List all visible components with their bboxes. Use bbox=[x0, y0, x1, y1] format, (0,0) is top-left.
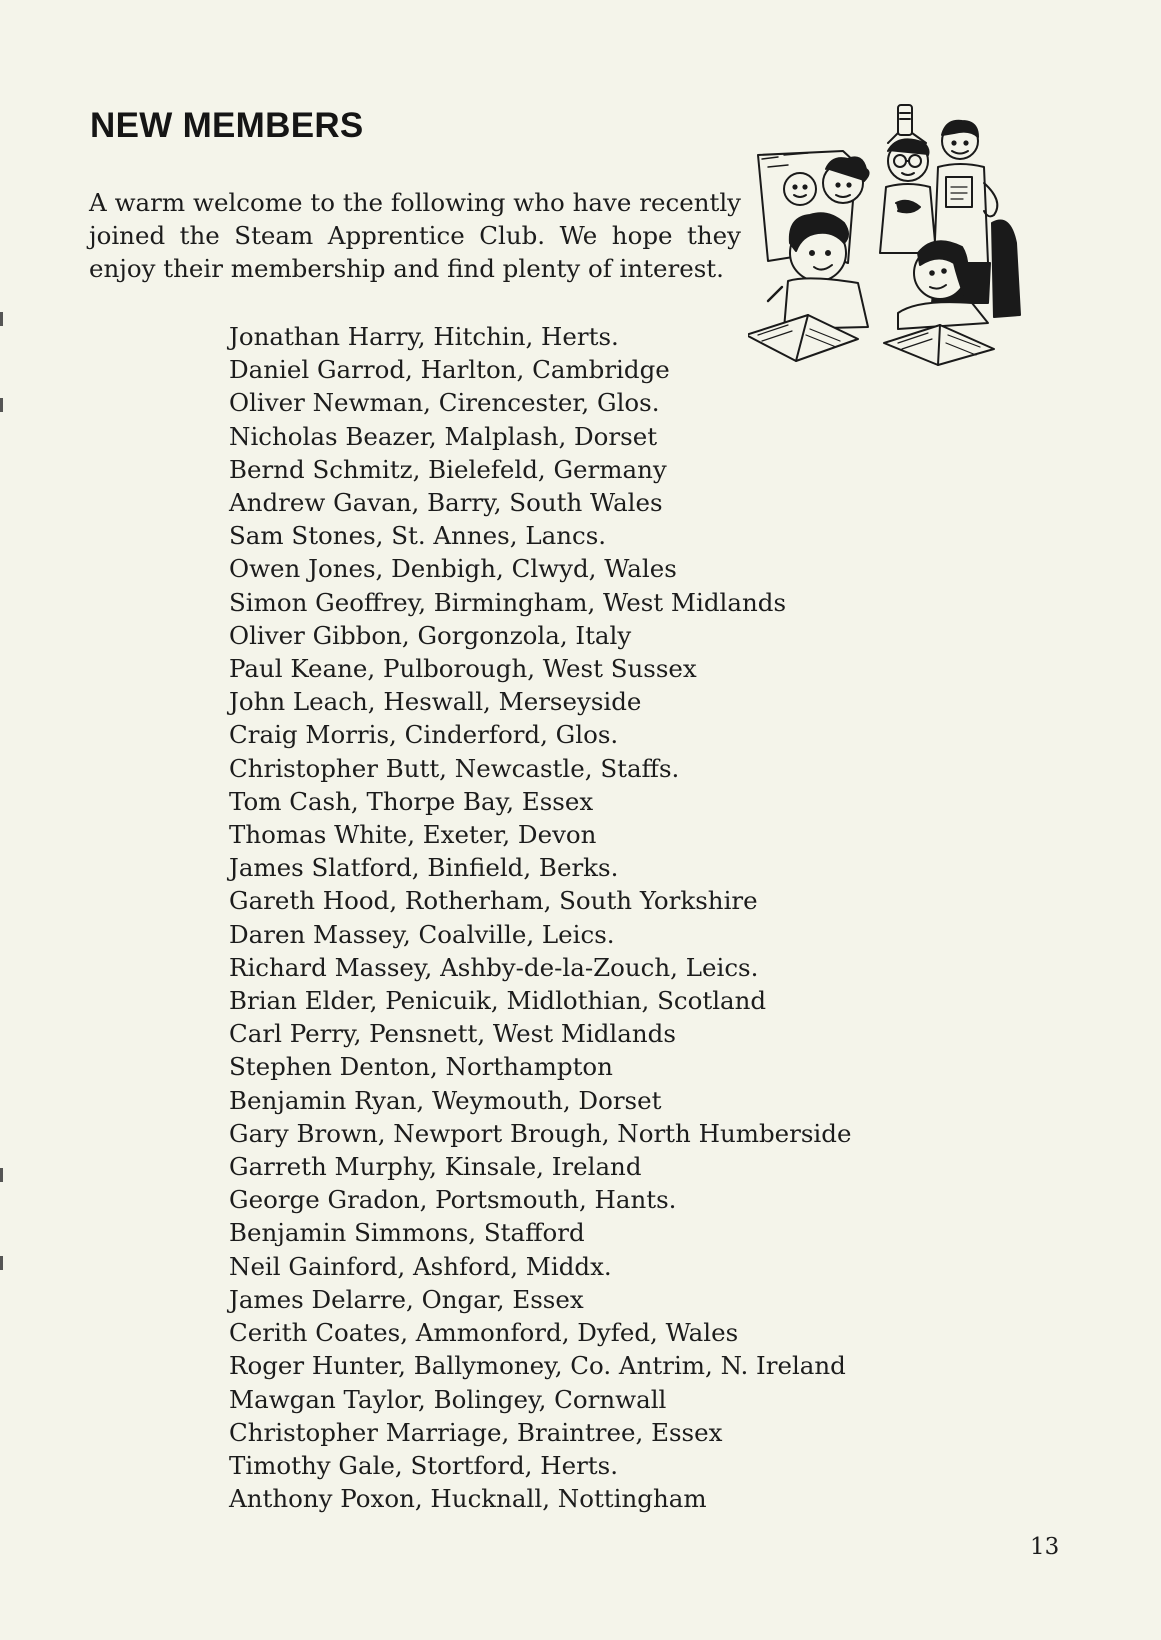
member-entry: Oliver Gibbon, Gorgonzola, Italy bbox=[229, 620, 632, 650]
member-entry: Thomas White, Exeter, Devon bbox=[229, 820, 597, 850]
member-entry: Richard Massey, Ashby-de-la-Zouch, Leics. bbox=[229, 952, 759, 982]
binding-mark bbox=[0, 312, 3, 326]
member-entry: Oliver Newman, Cirencester, Glos. bbox=[229, 388, 660, 418]
member-entry: Christopher Butt, Newcastle, Staffs. bbox=[229, 753, 680, 783]
member-entry: Simon Geoffrey, Birmingham, West Midlands bbox=[229, 587, 787, 617]
member-entry: Brian Elder, Penicuik, Midlothian, Scotland bbox=[229, 986, 767, 1016]
member-entry: Benjamin Ryan, Weymouth, Dorset bbox=[229, 1085, 662, 1115]
member-entry: James Slatford, Binfield, Berks. bbox=[229, 853, 619, 883]
member-entry: John Leach, Heswall, Merseyside bbox=[229, 687, 642, 717]
member-entry: Neil Gainford, Ashford, Middx. bbox=[229, 1251, 612, 1281]
member-entry: Andrew Gavan, Barry, South Wales bbox=[229, 488, 663, 518]
member-entry: Stephen Denton, Northampton bbox=[229, 1052, 613, 1082]
member-entry: Bernd Schmitz, Bielefeld, Germany bbox=[229, 454, 667, 484]
member-entry: James Delarre, Ongar, Essex bbox=[229, 1284, 584, 1314]
binding-mark bbox=[0, 1256, 3, 1270]
member-entry: Craig Morris, Cinderford, Glos. bbox=[229, 720, 619, 750]
member-entry: Cerith Coates, Ammonford, Dyfed, Wales bbox=[229, 1318, 739, 1348]
binding-mark bbox=[0, 398, 3, 412]
member-entry: Timothy Gale, Stortford, Herts. bbox=[229, 1450, 619, 1480]
member-entry: Daniel Garrod, Harlton, Cambridge bbox=[229, 355, 670, 385]
member-entry: Gary Brown, Newport Brough, North Humberside bbox=[229, 1118, 852, 1148]
member-entry: Mawgan Taylor, Bolingey, Cornwall bbox=[229, 1384, 667, 1414]
page-number: 13 bbox=[1030, 1534, 1060, 1560]
member-entry: Paul Keane, Pulborough, West Sussex bbox=[229, 654, 697, 684]
member-entry: Tom Cash, Thorpe Bay, Essex bbox=[229, 786, 594, 816]
member-entry: Garreth Murphy, Kinsale, Ireland bbox=[229, 1152, 642, 1182]
page-heading: NEW MEMBERS bbox=[90, 106, 364, 145]
member-entry: Nicholas Beazer, Malplash, Dorset bbox=[229, 421, 658, 451]
member-entry: Christopher Marriage, Braintree, Essex bbox=[229, 1417, 723, 1447]
member-entry: Owen Jones, Denbigh, Clwyd, Wales bbox=[229, 554, 677, 584]
new-members-list bbox=[229, 320, 851, 1515]
member-entry: Anthony Poxon, Hucknall, Nottingham bbox=[229, 1484, 707, 1514]
member-entry: Gareth Hood, Rotherham, South Yorkshire bbox=[229, 886, 758, 916]
member-entry: Benjamin Simmons, Stafford bbox=[229, 1218, 585, 1248]
member-entry: Jonathan Harry, Hitchin, Herts. bbox=[229, 322, 619, 351]
binding-mark bbox=[0, 1168, 3, 1182]
member-entry: Roger Hunter, Ballymoney, Co. Antrim, N. Ireland bbox=[229, 1351, 846, 1381]
member-entry: Daren Massey, Coalville, Leics. bbox=[229, 919, 615, 949]
member-entry: Carl Perry, Pensnett, West Midlands bbox=[229, 1019, 676, 1049]
member-entry: Sam Stones, St. Annes, Lancs. bbox=[229, 521, 607, 551]
intro-paragraph: A warm welcome to the following who have recently joined the Steam Apprentice Club. We hope they enjoy their membership and find plenty of interest. bbox=[89, 188, 741, 283]
member-entry: George Gradon, Portsmouth, Hants. bbox=[229, 1185, 677, 1215]
